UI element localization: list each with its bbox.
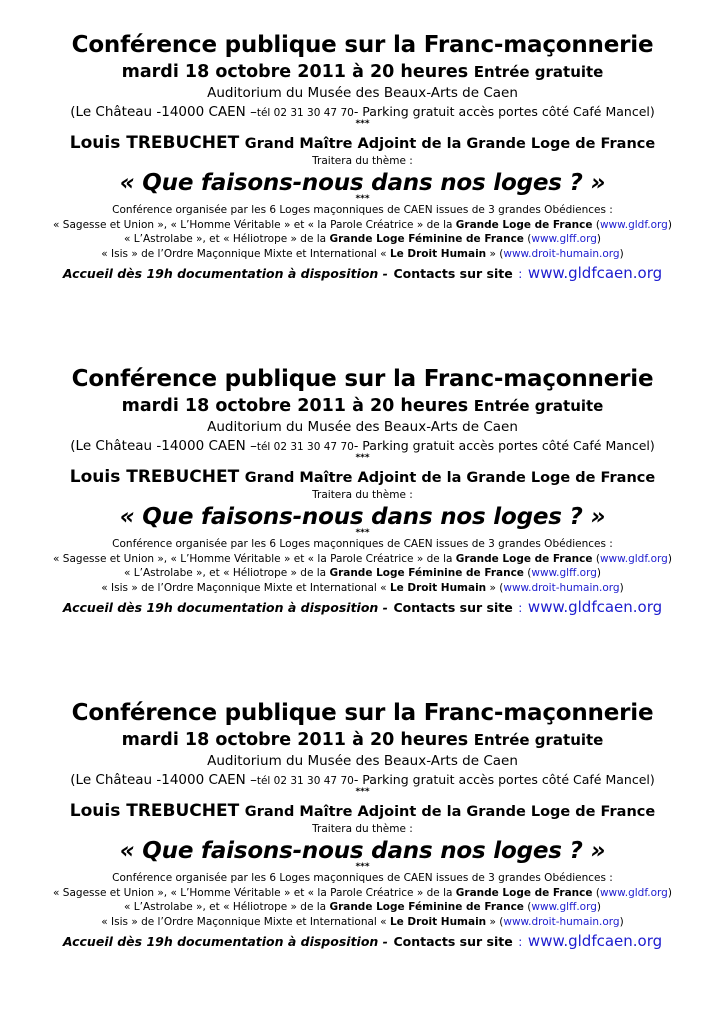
speaker-line xyxy=(0,466,725,487)
flyer-2 xyxy=(0,368,725,615)
event-date-line xyxy=(0,732,725,750)
address-line xyxy=(0,774,725,788)
obedience-link[interactable]: www.gldf.org xyxy=(599,552,668,565)
site-link[interactable]: www.gldfcaen.org xyxy=(527,598,663,616)
speaker-name: Louis TREBUCHET xyxy=(69,466,240,487)
contacts-label: Contacts sur site xyxy=(393,266,513,281)
paren-close: ) xyxy=(667,218,672,231)
paren-close: ) xyxy=(667,552,672,565)
venue: Auditorium du Musée des Beaux-Arts de Caen xyxy=(207,752,518,769)
speaker-line xyxy=(0,132,725,153)
obedience-link[interactable]: www.gldf.org xyxy=(599,218,668,231)
lodge-names: « Isis » de l’Ordre Maçonnique Mixte et International « xyxy=(101,915,390,928)
lodge-names: « L’Astrolabe », et « Héliotrope » de la xyxy=(124,233,330,245)
lodge-line xyxy=(0,220,725,231)
footer-line xyxy=(0,933,725,949)
lodge-line xyxy=(0,568,725,579)
paren-open: ( xyxy=(523,567,532,579)
speaker-role: Grand Maître Adjoint de la Grande Loge de France xyxy=(244,135,656,152)
obedience-name: Le Droit Humain xyxy=(389,915,487,928)
obedience-link[interactable]: www.gldf.org xyxy=(599,886,668,899)
obedience-link[interactable]: www.droit-humain.org xyxy=(503,581,620,594)
paren-open: ( xyxy=(592,552,600,565)
lodge-line xyxy=(0,554,725,565)
speaker-name: Louis TREBUCHET xyxy=(69,132,240,153)
separator: *** xyxy=(355,786,370,797)
obedience-link[interactable]: www.glff.org xyxy=(531,901,597,913)
address-phone: tél 02 31 30 47 70 xyxy=(256,775,354,787)
organizers-intro: Conférence organisée par les 6 Loges maçonniques de CAEN issues de 3 grandes Obédiences : xyxy=(112,204,613,216)
paren-close: ) xyxy=(596,233,601,245)
speaker-line xyxy=(0,800,725,821)
venue: Auditorium du Musée des Beaux-Arts de Caen xyxy=(207,418,518,435)
address-phone: tél 02 31 30 47 70 xyxy=(256,107,354,119)
entry-info: Entrée gratuite xyxy=(473,397,604,415)
lodge-line xyxy=(0,902,725,913)
separator: *** xyxy=(355,862,370,872)
flyer-title: Conférence publique sur la Franc-maçonnerie xyxy=(71,700,654,726)
event-date: mardi 18 octobre 2011 à 20 heures xyxy=(121,396,469,416)
entry-info: Entrée gratuite xyxy=(473,731,604,749)
event-date-line xyxy=(0,64,725,82)
lodge-names: « Sagesse et Union », « L’Homme Véritable » et « la Parole Créatrice » de la xyxy=(53,552,456,565)
obedience-link[interactable]: www.droit-humain.org xyxy=(503,247,620,260)
paren-close: ) xyxy=(596,567,601,579)
welcome-info: Accueil dès 19h documentation à disposition - xyxy=(62,266,388,281)
flyer-title: Conférence publique sur la Franc-maçonnerie xyxy=(71,32,654,58)
address-parking: - Parking gratuit accès portes côté Café Mancel) xyxy=(353,104,655,119)
speaker-name: Louis TREBUCHET xyxy=(69,800,240,821)
lodge-names: « Isis » de l’Ordre Maçonnique Mixte et International « xyxy=(101,581,390,594)
paren-close: ) xyxy=(619,915,624,928)
paren-open: ( xyxy=(592,218,600,231)
entry-info: Entrée gratuite xyxy=(473,63,604,81)
lodge-names: « L’Astrolabe », et « Héliotrope » de la xyxy=(124,567,330,579)
organizers-intro: Conférence organisée par les 6 Loges maçonniques de CAEN issues de 3 grandes Obédiences : xyxy=(112,538,613,550)
theme-intro: Traitera du thème : xyxy=(312,154,413,167)
lodge-names: « Sagesse et Union », « L’Homme Véritable » et « la Parole Créatrice » de la xyxy=(53,886,456,899)
paren-close: ) xyxy=(596,901,601,913)
paren-open: » ( xyxy=(486,581,504,594)
lodge-names: « Sagesse et Union », « L’Homme Véritable » et « la Parole Créatrice » de la xyxy=(53,218,456,231)
address-line xyxy=(0,106,725,120)
flyer-1 xyxy=(0,34,725,281)
welcome-info: Accueil dès 19h documentation à disposition - xyxy=(62,600,388,615)
obedience-name: Grande Loge Féminine de France xyxy=(329,567,524,579)
address-phone: tél 02 31 30 47 70 xyxy=(256,441,354,453)
welcome-info: Accueil dès 19h documentation à disposition - xyxy=(62,934,388,949)
paren-close: ) xyxy=(619,581,624,594)
paren-close: ) xyxy=(619,247,624,260)
lodge-names: « L’Astrolabe », et « Héliotrope » de la xyxy=(124,901,330,913)
obedience-name: Grande Loge Féminine de France xyxy=(329,901,524,913)
paren-open: » ( xyxy=(486,247,504,260)
paren-open: ( xyxy=(523,233,532,245)
paren-open: ( xyxy=(523,901,532,913)
speaker-role: Grand Maître Adjoint de la Grande Loge de France xyxy=(244,469,656,486)
event-date: mardi 18 octobre 2011 à 20 heures xyxy=(121,62,469,82)
colon: : xyxy=(518,267,523,281)
obedience-name: Le Droit Humain xyxy=(389,247,487,260)
paren-open: » ( xyxy=(486,915,504,928)
obedience-name: Le Droit Humain xyxy=(389,581,487,594)
lodge-names: « Isis » de l’Ordre Maçonnique Mixte et International « xyxy=(101,247,390,260)
conference-theme: « Que faisons-nous dans nos loges ? » xyxy=(119,170,606,196)
lodge-line xyxy=(0,917,725,928)
paren-close: ) xyxy=(667,886,672,899)
separator: *** xyxy=(355,452,370,463)
address-line xyxy=(0,440,725,454)
obedience-link[interactable]: www.droit-humain.org xyxy=(503,915,620,928)
address-main: (Le Château -14000 CAEN – xyxy=(70,104,257,120)
flyer-title: Conférence publique sur la Franc-maçonnerie xyxy=(71,366,654,392)
address-main: (Le Château -14000 CAEN – xyxy=(70,438,257,454)
speaker-role: Grand Maître Adjoint de la Grande Loge de France xyxy=(244,803,656,820)
lodge-line xyxy=(0,888,725,899)
site-link[interactable]: www.gldfcaen.org xyxy=(527,932,663,950)
address-parking: - Parking gratuit accès portes côté Café Mancel) xyxy=(353,772,655,787)
colon: : xyxy=(518,601,523,615)
theme-intro: Traitera du thème : xyxy=(312,488,413,501)
separator: *** xyxy=(355,528,370,538)
obedience-name: Grande Loge Féminine de France xyxy=(329,233,524,245)
footer-line xyxy=(0,265,725,281)
theme-intro: Traitera du thème : xyxy=(312,822,413,835)
obedience-name: Grande Loge de France xyxy=(455,552,593,565)
flyer-3 xyxy=(0,702,725,949)
event-date-line xyxy=(0,398,725,416)
lodge-line xyxy=(0,249,725,260)
conference-theme: « Que faisons-nous dans nos loges ? » xyxy=(119,504,606,530)
paren-open: ( xyxy=(592,886,600,899)
separator: *** xyxy=(355,118,370,129)
colon: : xyxy=(518,935,523,949)
contacts-label: Contacts sur site xyxy=(393,600,513,615)
lodge-line xyxy=(0,583,725,594)
address-main: (Le Château -14000 CAEN – xyxy=(70,772,257,788)
lodge-line xyxy=(0,234,725,245)
venue: Auditorium du Musée des Beaux-Arts de Caen xyxy=(207,84,518,101)
event-date: mardi 18 octobre 2011 à 20 heures xyxy=(121,730,469,750)
site-link[interactable]: www.gldfcaen.org xyxy=(527,264,663,282)
footer-line xyxy=(0,599,725,615)
address-parking: - Parking gratuit accès portes côté Café Mancel) xyxy=(353,438,655,453)
obedience-link[interactable]: www.glff.org xyxy=(531,567,597,579)
conference-theme: « Que faisons-nous dans nos loges ? » xyxy=(119,838,606,864)
organizers-intro: Conférence organisée par les 6 Loges maçonniques de CAEN issues de 3 grandes Obédiences : xyxy=(112,872,613,884)
separator: *** xyxy=(355,194,370,204)
contacts-label: Contacts sur site xyxy=(393,934,513,949)
obedience-name: Grande Loge de France xyxy=(455,218,593,231)
obedience-name: Grande Loge de France xyxy=(455,886,593,899)
obedience-link[interactable]: www.glff.org xyxy=(531,233,597,245)
